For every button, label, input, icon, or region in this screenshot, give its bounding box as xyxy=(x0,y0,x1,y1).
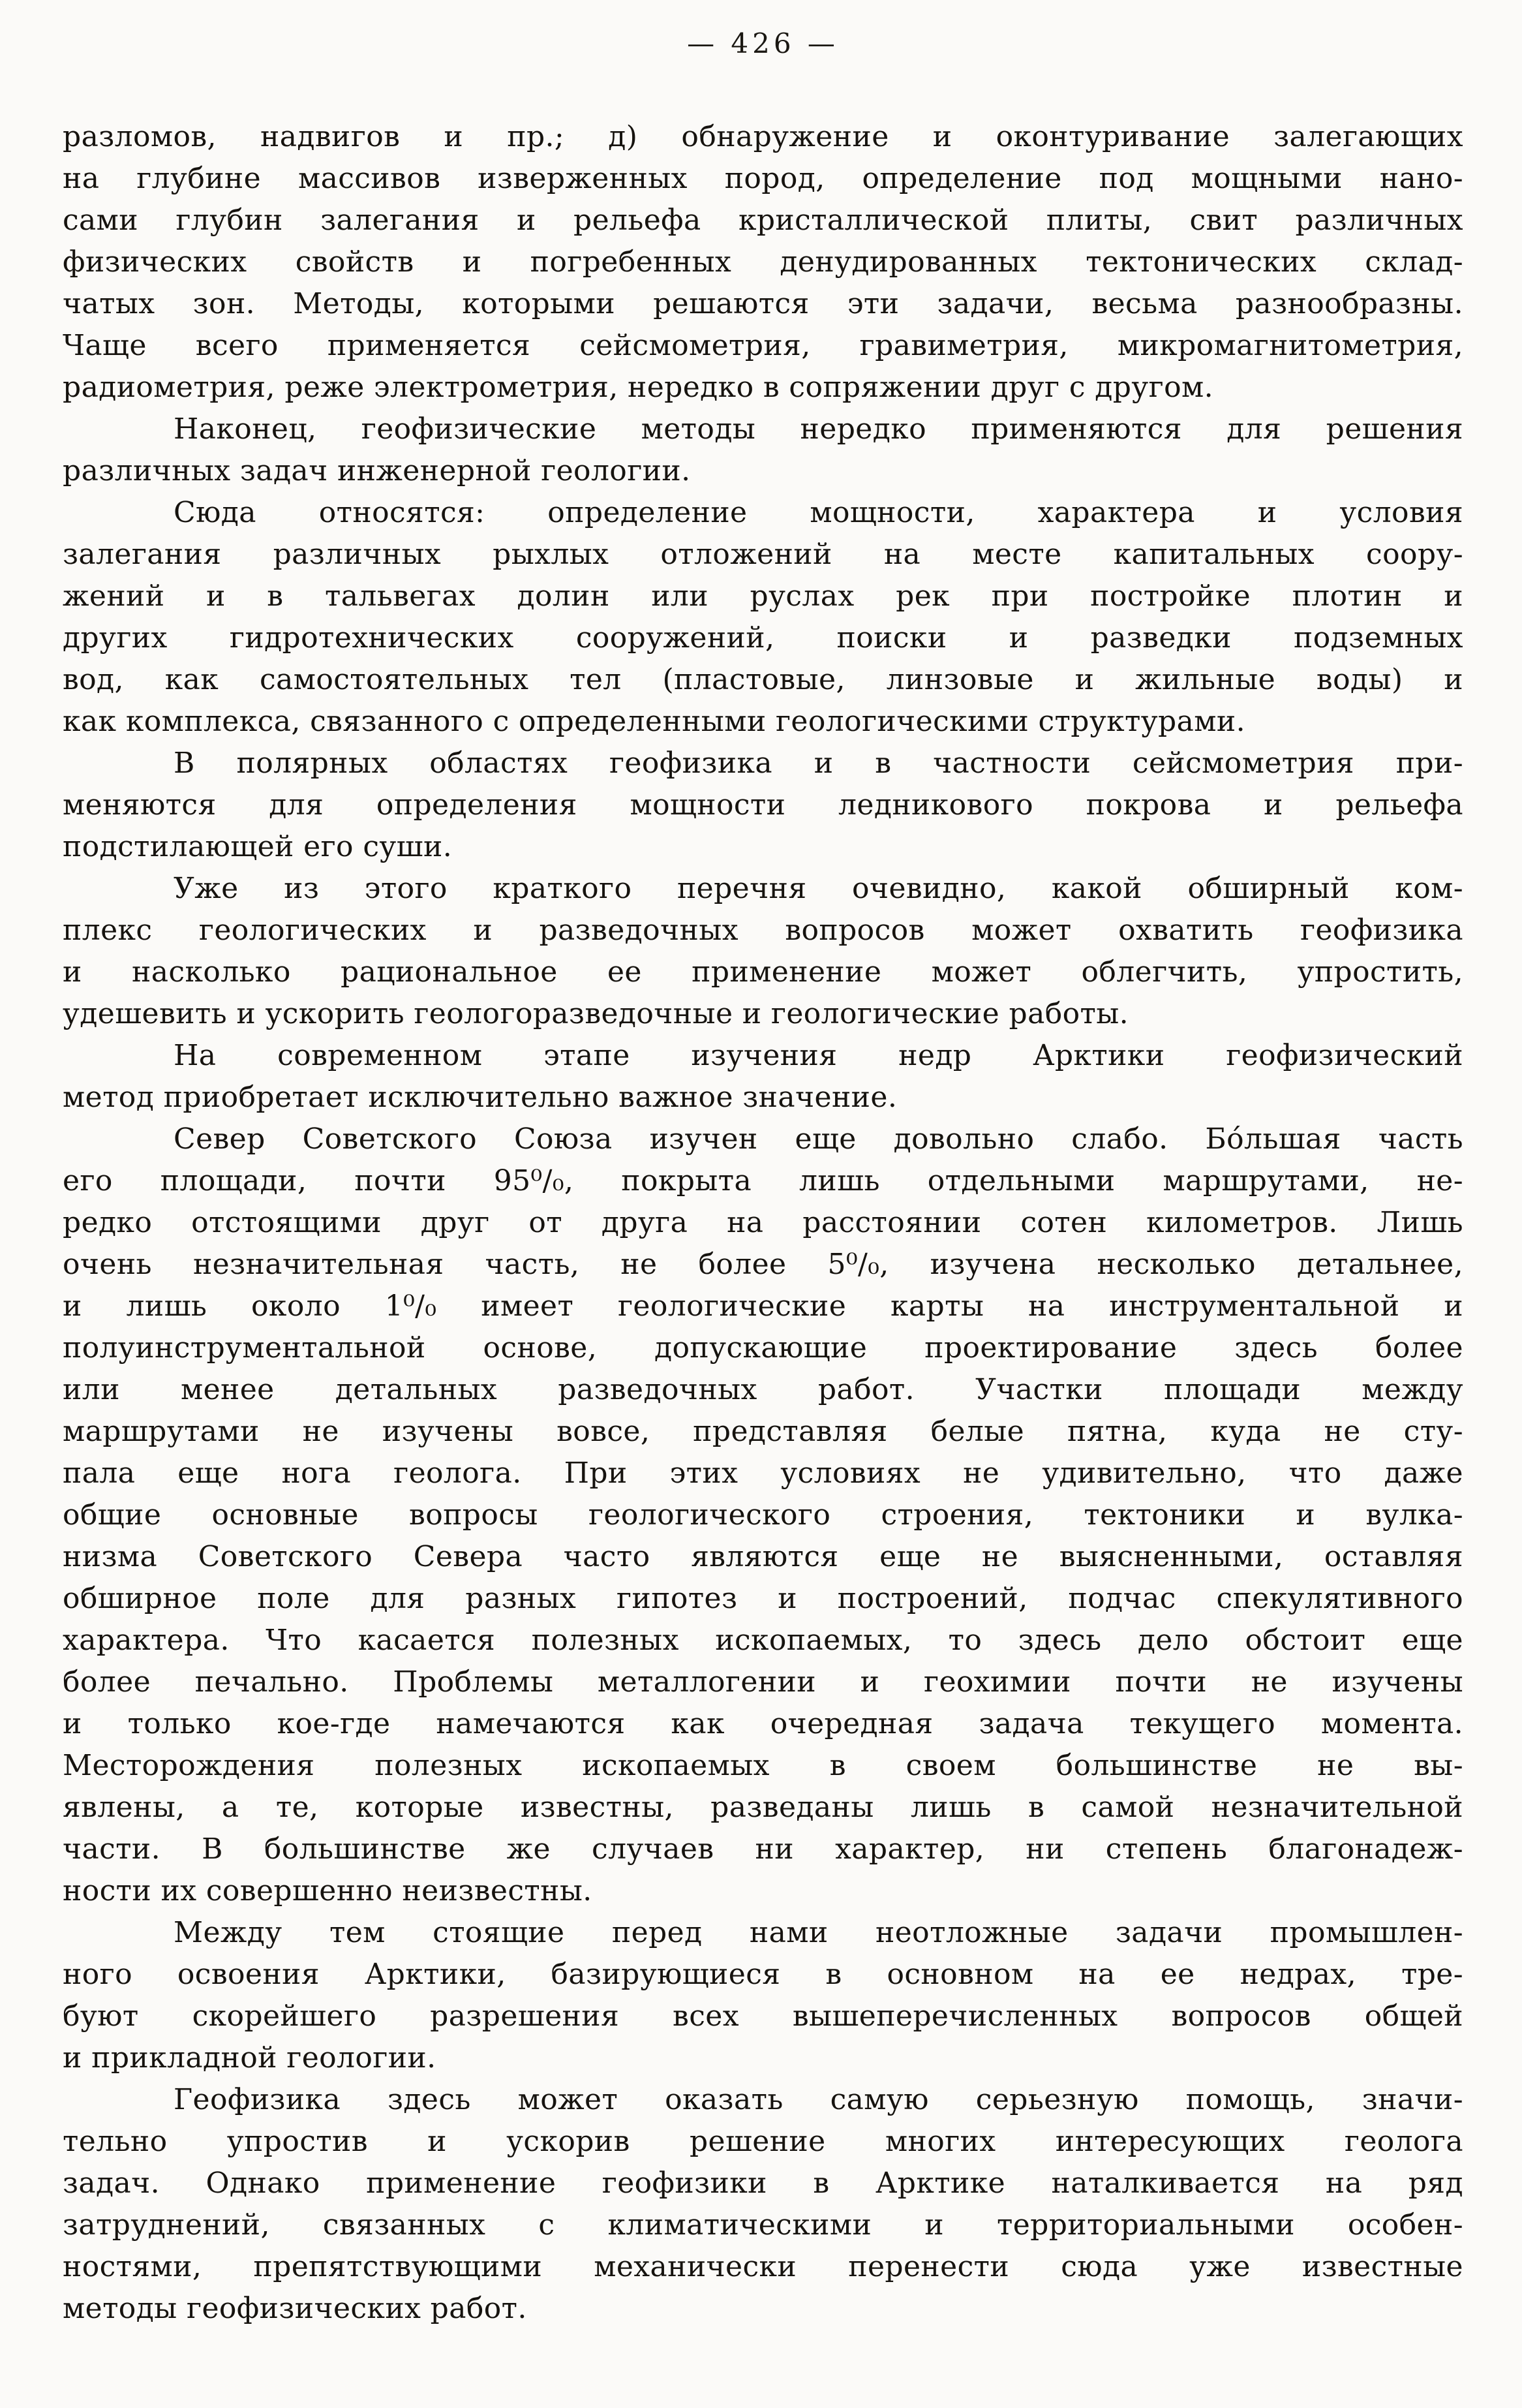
text-line: На современном этапе изучения недр Арктики геофизический xyxy=(174,1039,1463,1072)
paragraph xyxy=(63,492,1463,743)
text-line: Сюда относятся: определение мощности, характера и условия xyxy=(174,496,1463,529)
text-line: тельно упростив и ускорив решение многих интересующих геолога xyxy=(63,2125,1463,2158)
text-line: пала еще нога геолога. При этих условиях не удивительно, что даже xyxy=(63,1457,1463,1490)
text-line: В полярных областях геофизика и в частности сейсмометрия при- xyxy=(174,747,1463,780)
text-line: плекс геологических и разведочных вопросов может охватить геофизика xyxy=(63,914,1463,947)
text-line: разломов, надвигов и пр.; д) обнаружение и оконтуривание залегающих xyxy=(63,120,1463,153)
paragraph xyxy=(63,1035,1463,1119)
text-line: очень незначительная часть, не более 5⁰/₀, изучена несколько детальнее, xyxy=(63,1248,1463,1281)
text-line: удешевить и ускорить геологоразведочные и геологические работы. xyxy=(63,997,1129,1030)
text-line: или менее детальных разведочных работ. Участки площади между xyxy=(63,1373,1463,1406)
text-line: ного освоения Арктики, базирующиеся в основном на ее недрах, тре- xyxy=(63,1958,1463,1991)
text-line: Месторождения полезных ископаемых в своем большинстве не вы- xyxy=(63,1749,1463,1782)
text-line: и прикладной геологии. xyxy=(63,2041,436,2075)
text-line: и только кое-где намечаются как очередная задача текущего момента. xyxy=(63,1707,1463,1740)
text-line: редко отстоящими друг от друга на расстоянии сотен километров. Лишь xyxy=(63,1206,1463,1239)
text-line: Чаще всего применяется сейсмометрия, гравиметрия, микромагнитометрия, xyxy=(63,329,1463,362)
text-line: вод, как самостоятельных тел (пластовые, линзовые и жильные воды) и xyxy=(63,663,1463,696)
text-line: буют скорейшего разрешения всех вышеперечисленных вопросов общей xyxy=(63,1999,1463,2033)
text-line: полуинструментальной основе, допускающие проектирование здесь более xyxy=(63,1331,1463,1365)
text-line: общие основные вопросы геологического строения, тектоники и вулка- xyxy=(63,1498,1463,1532)
text-line: Наконец, геофизические методы нередко применяются для решения xyxy=(174,412,1463,446)
text-line: Север Советского Союза изучен еще довольно слабо. Бо́льшая часть xyxy=(174,1122,1463,1156)
text-line: затруднений, связанных с климатическими и территориальными особен- xyxy=(63,2208,1463,2242)
text-line: задач. Однако применение геофизики в Арктике наталкивается на ряд xyxy=(63,2167,1463,2200)
text-line: Между тем стоящие перед нами неотложные задачи промышлен- xyxy=(174,1916,1463,1949)
page-number: — 426 — xyxy=(687,27,839,59)
page-text xyxy=(63,116,1463,2330)
text-line: Геофизика здесь может оказать самую серьезную помощь, значи- xyxy=(174,2083,1463,2116)
paragraph xyxy=(63,1912,1463,2079)
text-line: залегания различных рыхлых отложений на месте капитальных соору- xyxy=(63,538,1463,571)
text-line: низма Советского Севера часто являются еще не выясненными, оставляя xyxy=(63,1540,1463,1573)
text-line: физических свойств и погребенных денудированных тектонических склад- xyxy=(63,245,1463,279)
text-line: явлены, а те, которые известны, разведаны лишь в самой незначительной xyxy=(63,1791,1463,1824)
text-line: радиометрия, реже электрометрия, нередко в сопряжении друг с другом. xyxy=(63,371,1213,404)
paragraph xyxy=(63,743,1463,868)
text-line: Уже из этого краткого перечня очевидно, какой обширный ком- xyxy=(174,872,1463,905)
text-line: меняются для определения мощности ледникового покрова и рельефа xyxy=(63,788,1463,822)
text-line: характера. Что касается полезных ископаемых, то здесь дело обстоит еще xyxy=(63,1624,1463,1657)
text-line: его площади, почти 95⁰/₀, покрыта лишь отдельными маршрутами, не- xyxy=(63,1164,1463,1197)
text-line: жений и в тальвегах долин или руслах рек при постройке плотин и xyxy=(63,579,1463,613)
text-line: и насколько рациональное ее применение может облегчить, упростить, xyxy=(63,955,1463,989)
text-line: подстилающей его суши. xyxy=(63,830,453,863)
text-line: маршрутами не изучены вовсе, представляя белые пятна, куда не сту- xyxy=(63,1415,1463,1448)
text-line: методы геофизических работ. xyxy=(63,2292,527,2325)
text-line: как комплекса, связанного с определенными геологическими структурами. xyxy=(63,705,1245,738)
text-line: сами глубин залегания и рельефа кристаллической плиты, свит различных xyxy=(63,204,1463,237)
paragraph xyxy=(63,116,1463,409)
text-line: более печально. Проблемы металлогении и геохимии почти не изучены xyxy=(63,1665,1463,1699)
paragraph xyxy=(63,2079,1463,2330)
paragraph xyxy=(63,409,1463,492)
paragraph xyxy=(63,868,1463,1035)
paragraph xyxy=(63,1119,1463,1912)
text-line: метод приобретает исключительно важное значение. xyxy=(63,1081,898,1114)
text-line: на глубине массивов изверженных пород, определение под мощными нано- xyxy=(63,162,1463,195)
text-line: обширное поле для разных гипотез и построений, подчас спекулятивного xyxy=(63,1582,1463,1615)
text-line: других гидротехнических сооружений, поиски и разведки подземных xyxy=(63,621,1463,655)
text-line: ностями, препятствующими механически перенести сюда уже известные xyxy=(63,2250,1463,2283)
text-line: части. В большинстве же случаев ни характер, ни степень благонадеж- xyxy=(63,1832,1463,1866)
text-line: и лишь около 1⁰/₀ имеет геологические карты на инструментальной и xyxy=(63,1289,1463,1323)
text-line: ности их совершенно неизвестны. xyxy=(63,1874,592,1907)
text-line: чатых зон. Методы, которыми решаются эти задачи, весьма разнообразны. xyxy=(63,287,1463,320)
text-line: различных задач инженерной геологии. xyxy=(63,454,691,487)
